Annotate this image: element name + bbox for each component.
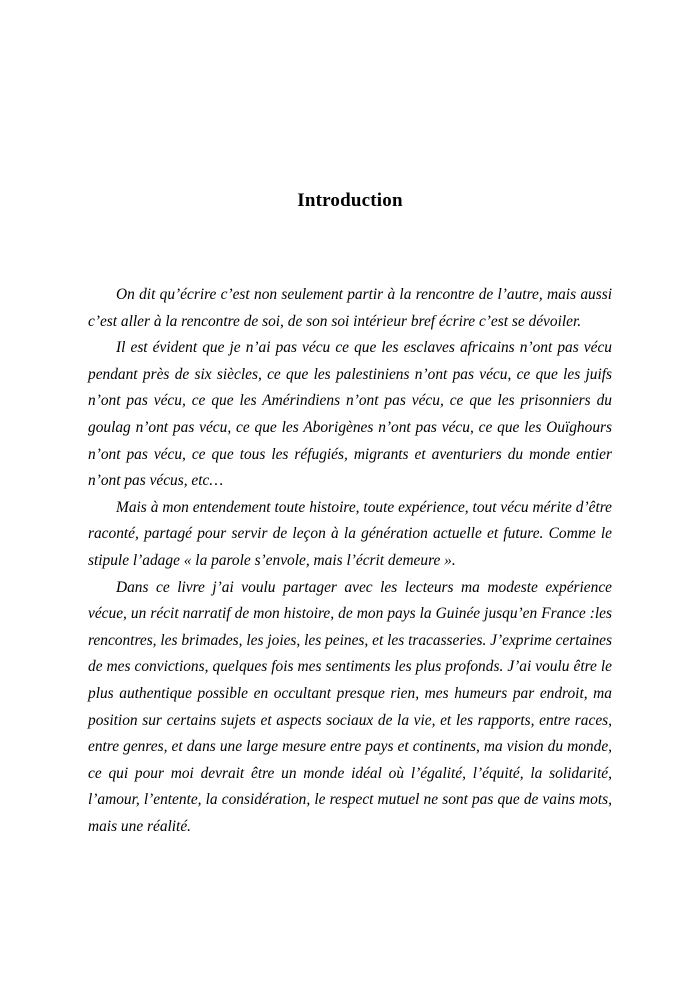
paragraph: Dans ce livre j’ai voulu partager avec les lecteurs ma modeste expérience vécue, un récit narratif de mon histoire, de mon pays la Guinée jusqu’en France :les rencontres, les brimades, les joies, les peines, et les tracasseries. J’exprime certaines de mes convictions, quelques fois mes sentiments les plus profonds. J’ai voulu être le plus authentique possible en occultant presque rien, mes humeurs par endroit, ma position sur certains sujets et aspects sociaux de la vie, et les rapports, entre races, entre genres, et dans une large mesure entre pays et continents, ma vision du monde, ce qui pour moi devrait être un monde idéal où l’égalité, l’équité, la solidarité, l’amour, l’entente, la considération, le respect mutuel ne sont pas que de vains mots, mais une réalité. (88, 578, 612, 835)
paragraph: On dit qu’écrire c’est non seulement partir à la rencontre de l’autre, mais aussi c’est aller à la rencontre de soi, de son soi intérieur bref écrire c’est se dévoiler. (88, 286, 612, 330)
body-text (88, 282, 612, 840)
paragraph: Mais à mon entendement toute histoire, toute expérience, tout vécu mérite d’être raconté, partagé pour servir de leçon à la génération actuelle et future. Comme le stipule l’adage « la parole s’envole, mais l’écrit demeure ». (88, 498, 612, 569)
paragraph: Il est évident que je n’ai pas vécu ce que les esclaves africains n’ont pas vécu pendant près de six siècles, ce que les palestiniens n’ont pas vécu, ce que les juifs n’ont pas vécu, ce que les Amérindiens n’ont pas vécu, ce que les prisonniers du goulag n’ont pas vécu, ce que les Aborigènes n’ont pas vécu, ce que les Ouïghours n’ont pas vécu, ce que tous les réfugiés, migrants et aventuriers du monde entier n’ont pas vécus, etc… (88, 339, 612, 490)
page-content (88, 0, 612, 840)
page-title: Introduction (297, 190, 403, 211)
